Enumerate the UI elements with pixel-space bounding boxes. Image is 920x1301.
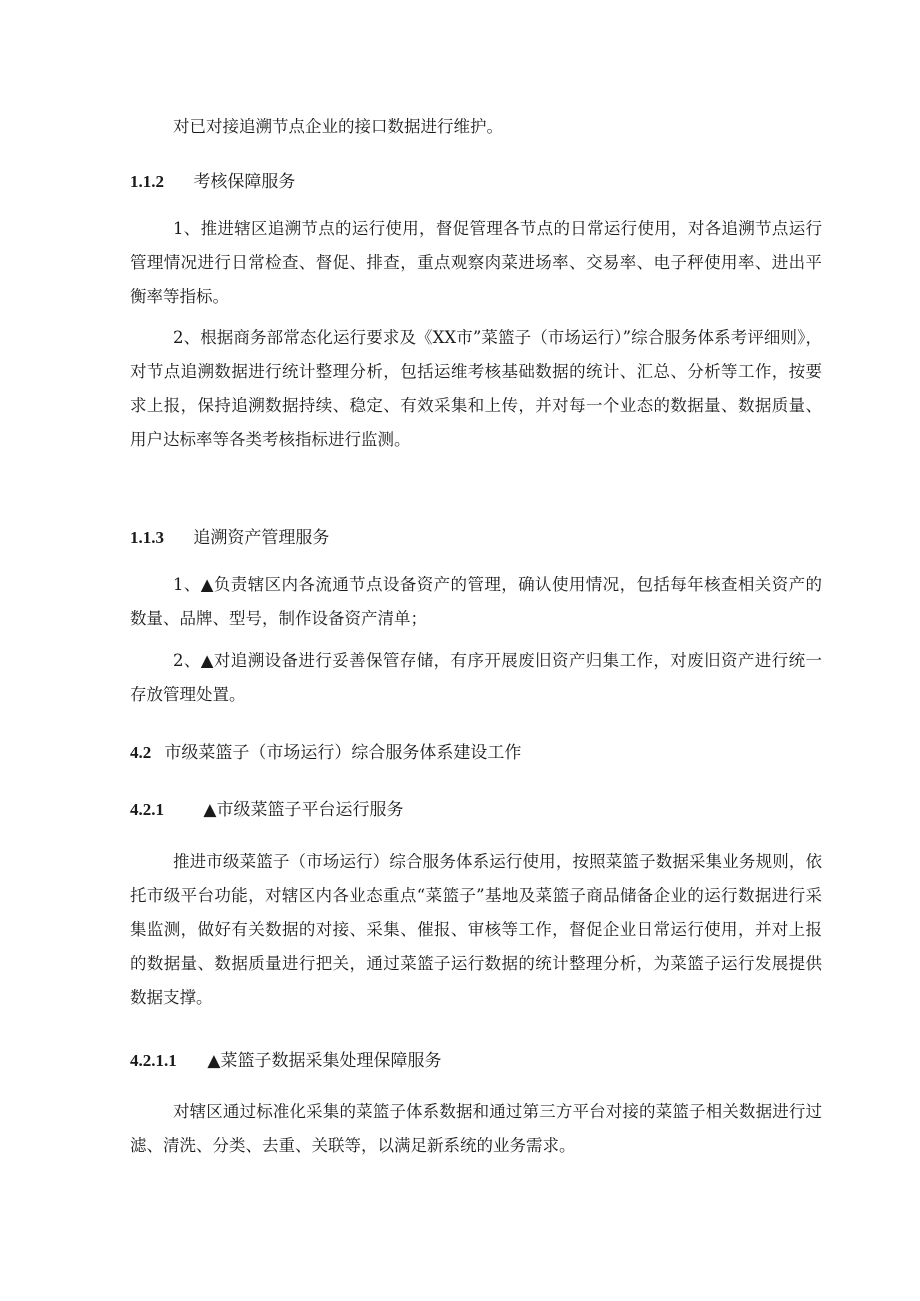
heading-title: ▲菜篮子数据采集处理保障服务 [207, 1051, 442, 1071]
paragraph: 2、▲对追溯设备进行妥善保管存储，有序开展废旧资产归集工作，对废旧资产进行统一存放管理处置。 [130, 651, 822, 704]
paragraph: 1、▲负责辖区内各流通节点设备资产的管理，确认使用情况，包括每年核查相关资产的数量、品牌、型号，制作设备资产清单； [130, 575, 822, 628]
paragraph: 1、推进辖区追溯节点的运行使用，督促管理各节点的日常运行使用，对各追溯节点运行管理情况进行日常检查、督促、排查，重点观察肉菜进场率、交易率、电子秤使用率、进出平衡率等指标。 [130, 219, 822, 306]
heading-number: 1.1.2 [130, 172, 164, 191]
heading-4-2 [130, 741, 521, 765]
heading-title: 追溯资产管理服务 [193, 528, 330, 548]
heading-title: ▲市级菜篮子平台运行服务 [203, 800, 404, 820]
heading-4-2-1 [130, 798, 403, 822]
heading-4-2-1-1 [130, 1049, 441, 1073]
heading-number: 1.1.3 [130, 528, 164, 547]
heading-number: 4.2.1 [130, 800, 164, 819]
paragraph: 2、根据商务部常态化运行要求及《XX市”菜篮子（市场运行）”综合服务体系考评细则》，对节点追溯数据进行统计整理分析，包括运维考核基础数据的统计、汇总、分析等工作，按要求上报，保持追溯数据持续、稳定、有效采集和上传，并对每一个业态的数据量、数据质量、用户达标率等各类考核指标进行监测。 [130, 328, 822, 449]
paragraph: 推进市级菜篮子（市场运行）综合服务体系运行使用，按照菜篮子数据采集业务规则，依托市级平台功能，对辖区内各业态重点“菜篮子”基地及菜篮子商品储备企业的运行数据进行采集监测，做好有关数据的对接、采集、催报、审核等工作，督促企业日常运行使用，并对上报的数据量、数据质量进行把关，通过菜篮子运行数据的统计整理分析，为菜篮子运行发展提供数据支撑。 [130, 852, 822, 1007]
heading-1-1-3 [130, 526, 329, 550]
heading-number: 4.2 [130, 743, 152, 762]
heading-1-1-2 [130, 170, 295, 194]
heading-number: 4.2.1.1 [130, 1051, 177, 1070]
heading-title: 市级菜篮子（市场运行）综合服务体系建设工作 [164, 743, 522, 763]
heading-title: 考核保障服务 [193, 172, 296, 192]
intro-paragraph: 对已对接追溯节点企业的接口数据进行维护。 [173, 117, 503, 136]
paragraph: 对辖区通过标准化采集的菜篮子体系数据和通过第三方平台对接的菜篮子相关数据进行过滤、清洗、分类、去重、关联等，以满足新系统的业务需求。 [130, 1102, 822, 1155]
